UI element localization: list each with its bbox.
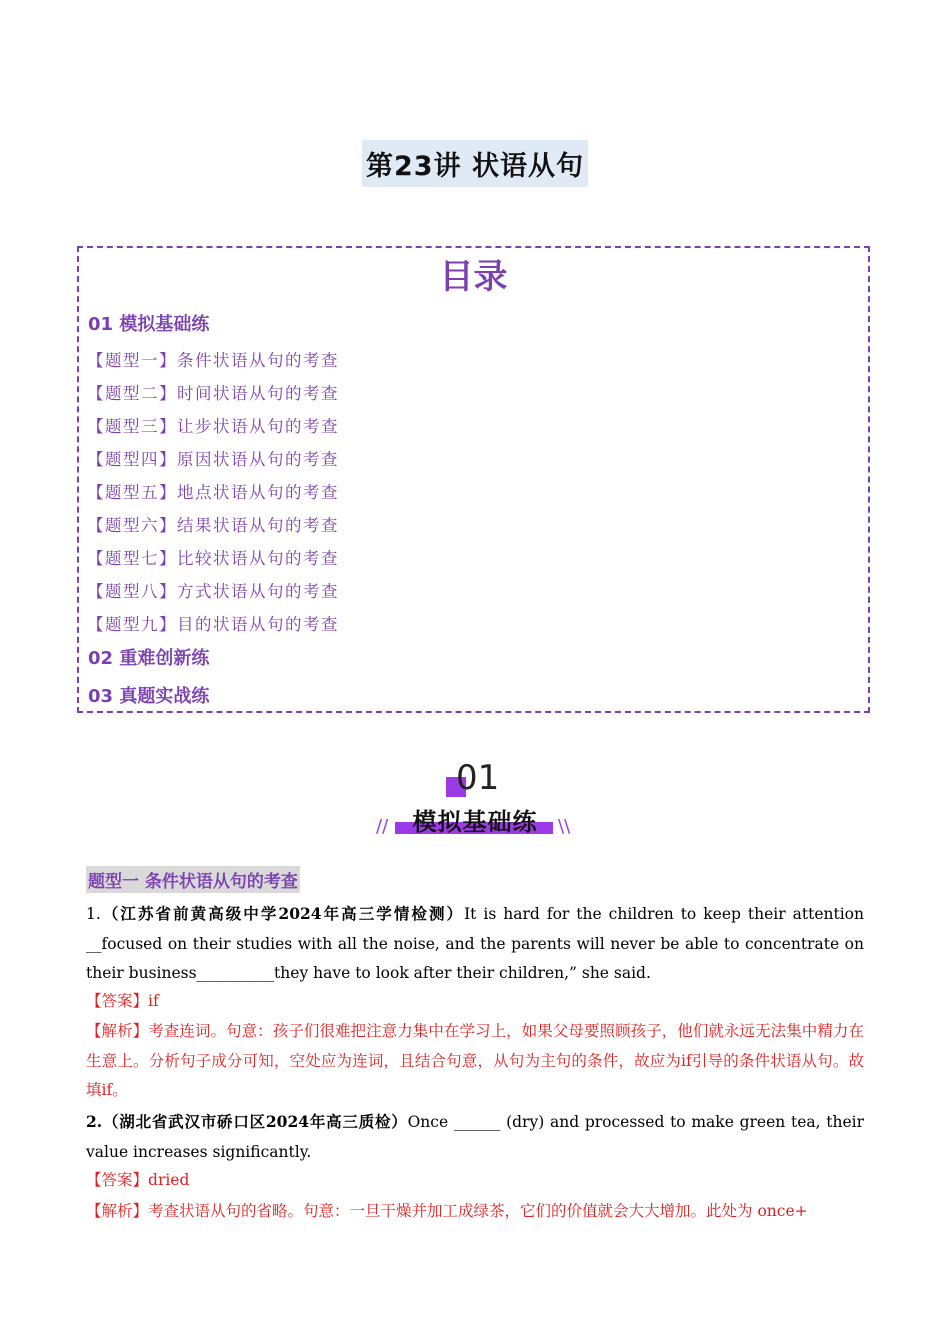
q1-analysis — [86, 1017, 864, 1106]
right-slash-icon: \\ — [558, 816, 571, 837]
q1-source: （江苏省前黄高级中学2024年高三学情检测） — [100, 904, 465, 923]
toc-section-03[interactable]: 03 真题实战练 — [88, 686, 210, 707]
question-2 — [86, 1107, 864, 1167]
q1-answer-value: if — [148, 992, 159, 1010]
left-slash-icon: // — [376, 816, 389, 837]
q2-text: Once ______ (dry) and processed to make green tea, their value increases significantly. — [86, 1113, 864, 1161]
table-of-contents — [77, 246, 870, 713]
q1-analysis-text: 考查连词。句意：孩子们很难把注意力集中在学习上，如果父母要照顾孩子，他们就永远无法集中精力在生意上。分析句子成分可知，空处应为连词，且结合句意，从句为主句的条件，故应为if引导的条件状语从句。故填if。 — [86, 1022, 864, 1099]
type-heading: 题型一 条件状语从句的考查 — [86, 866, 300, 893]
q2-answer-value: dried — [148, 1171, 190, 1189]
q2-source: （湖北省武汉市硚口区2024年高三质检） — [102, 1112, 408, 1131]
toc-item-type-5[interactable]: 【题型五】地点状语从句的考查 — [87, 483, 339, 502]
toc-section-01[interactable]: 01 模拟基础练 — [88, 314, 210, 335]
q2-analysis-label: 【解析】 — [86, 1202, 149, 1220]
toc-item-type-4[interactable]: 【题型四】原因状语从句的考查 — [87, 450, 339, 469]
badge-number: 01 — [456, 758, 500, 798]
q1-answer-label: 【答案】 — [86, 992, 149, 1010]
q2-analysis-text: 考查状语从句的省略。句意：一旦干燥并加工成绿茶，它们的价值就会大大增加。此处为 once+ — [148, 1202, 808, 1220]
toc-heading: 目录 — [439, 257, 508, 297]
toc-item-type-8[interactable]: 【题型八】方式状语从句的考查 — [87, 582, 339, 601]
toc-section-02[interactable]: 02 重难创新练 — [88, 648, 210, 669]
page-title: 第23讲 状语从句 — [362, 140, 588, 187]
q2-answer — [86, 1166, 864, 1196]
page-title-wrap — [0, 140, 950, 187]
q2-analysis — [86, 1197, 864, 1227]
question-1 — [86, 899, 864, 989]
toc-item-type-6[interactable]: 【题型六】结果状语从句的考查 — [87, 516, 339, 535]
toc-item-type-7[interactable]: 【题型七】比较状语从句的考查 — [87, 549, 339, 568]
toc-item-type-1[interactable]: 【题型一】条件状语从句的考查 — [87, 351, 339, 370]
q1-analysis-label: 【解析】 — [86, 1022, 149, 1040]
toc-item-type-9[interactable]: 【题型九】目的状语从句的考查 — [87, 615, 339, 634]
q1-text: It is hard for the children to keep their attention __focused on their studies with all the noise, and the parents will never be able to concentrate on their business__________they have to look after their children,” she said. — [86, 905, 864, 982]
toc-item-type-3[interactable]: 【题型三】让步状语从句的考查 — [87, 417, 339, 436]
q2-number: 2. — [86, 1112, 103, 1131]
q1-number: 1. — [86, 905, 101, 923]
q2-answer-label: 【答案】 — [86, 1171, 149, 1189]
toc-item-type-2[interactable]: 【题型二】时间状语从句的考查 — [87, 384, 339, 403]
badge-label: 模拟基础练 — [412, 808, 538, 836]
q1-answer — [86, 987, 864, 1017]
